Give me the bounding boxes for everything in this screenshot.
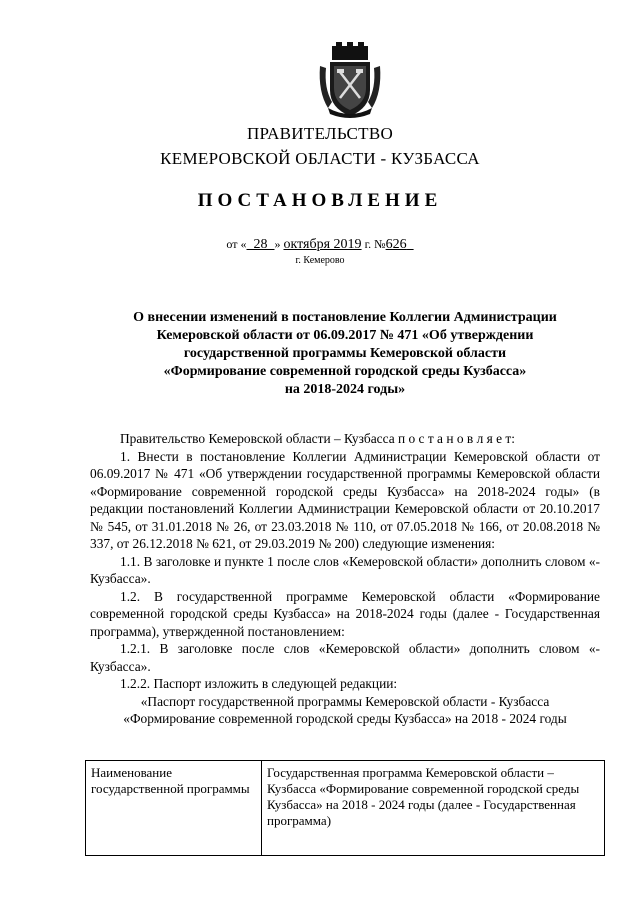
- document-body: [90, 430, 600, 728]
- coat-of-arms-emblem: [318, 42, 382, 120]
- number-label: №: [374, 237, 386, 251]
- paragraph-1-2-1: 1.2.1. В заголовке после слов «Кемеровской области» дополнить словом «-Кузбасса».: [90, 641, 600, 674]
- title-line: О внесении изменений в постановление Коллегии Администрации: [133, 310, 557, 325]
- passport-heading-line1: «Паспорт государственной программы Кемеровской области - Кузбасса: [140, 693, 550, 709]
- date-month-year: октября 2019: [283, 237, 362, 252]
- paragraph-1-2-2: 1.2.2. Паспорт изложить в следующей редакции:: [120, 676, 398, 691]
- title-line: «Формирование современной городской среды Кузбасса»: [163, 364, 527, 379]
- document-number: 626: [385, 237, 407, 252]
- date-line: [0, 237, 640, 253]
- table-row: [86, 761, 605, 856]
- date-year-suffix: г.: [364, 237, 372, 251]
- title-line: на 2018-2024 годы»: [284, 382, 406, 397]
- paragraph-1-2: 1.2. В государственной программе Кемеровской области «Формирование современной городской среды Кузбасса» на 2018-2024 годы (далее - Государственная программа), утвержденной постановлением:: [90, 588, 600, 639]
- government-name-line1: ПРАВИТЕЛЬСТВО: [246, 124, 394, 143]
- document-type: ПОСТАНОВЛЕНИЕ: [197, 190, 443, 211]
- passport-heading-line2: «Формирование современной городской среды Кузбасса» на 2018 - 2024 годы: [123, 711, 567, 726]
- paragraph-1: 1. Внести в постановление Коллегии Администрации Кемеровской области от 06.09.2017 № 471 «Об утверждении государственной программы Кемеровской области «Формирование современной городской среды Кузбасса» на 2018-2024 годы» (в редакции постановлений Коллегии Администрации Кемеровской области от 20.10.2017 № 545, от 31.01.2018 № 26, от 23.03.2018 № 110, от 07.05.2018 № 166, от 20.08.2018 № 337, от 26.12.2018 № 621, от 29.03.2019 № 200) следующие изменения:: [90, 448, 600, 551]
- title-line: Кемеровской области от 06.09.2017 № 471 «Об утверждении: [156, 328, 534, 343]
- title-line: государственной программы Кемеровской области: [183, 346, 507, 361]
- preamble: Правительство Кемеровской области – Кузбасса п о с т а н о в л я е т:: [120, 431, 515, 446]
- date-day: 28: [253, 237, 268, 252]
- date-prefix: от «: [226, 237, 247, 251]
- government-name-line2: КЕМЕРОВСКОЙ ОБЛАСТИ - КУЗБАССА: [160, 149, 480, 168]
- city: г. Кемерово: [295, 255, 345, 266]
- passport-table: [85, 760, 605, 856]
- document-title: [110, 309, 580, 399]
- date-mid: »: [274, 237, 281, 251]
- passport-value-cell: Государственная программа Кемеровской области – Кузбасса «Формирование современной городской среды Кузбасса» на 2018 - 2024 годы (далее - Государственная программа): [262, 761, 605, 856]
- paragraph-1-1: 1.1. В заголовке и пункте 1 после слов «Кемеровской области» дополнить словом «- Кузбасса».: [90, 553, 600, 586]
- passport-label-cell: Наименование государственной программы: [86, 761, 262, 856]
